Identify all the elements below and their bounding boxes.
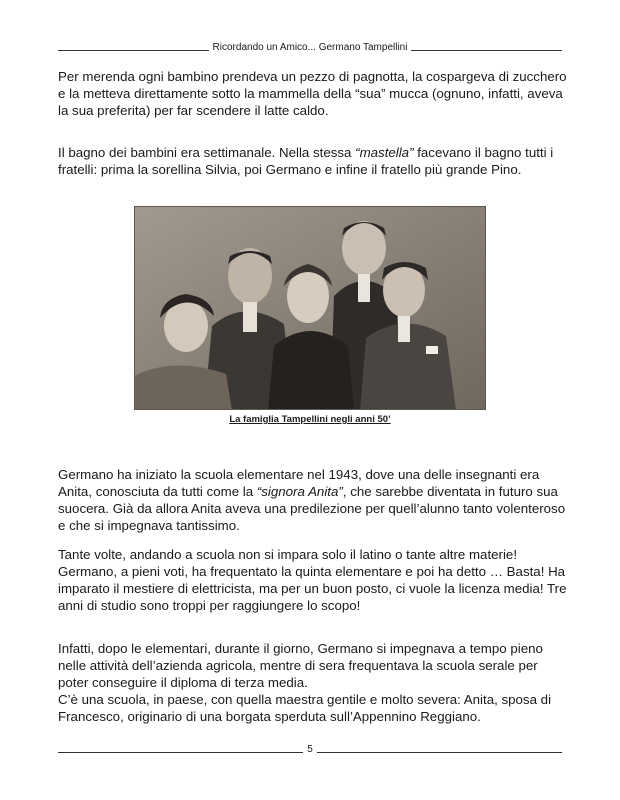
paragraph-licenza-media <box>58 546 568 614</box>
page-number: 5 <box>307 744 313 755</box>
paragraph-text: Infatti, dopo le elementari, durante il giorno, Germano si impegnava a tempo pieno nelle attività dell’azienda agricola, mentre di sera frequentava la scuola serale per poter conseguire il diploma di terza media. <box>58 641 543 690</box>
paragraph-bagno <box>58 144 568 178</box>
page-footer <box>58 744 562 755</box>
header-rule-left <box>58 50 209 51</box>
family-photo-image <box>134 206 486 410</box>
footer-rule-left <box>58 752 303 753</box>
paragraph-scuola-serale <box>58 640 568 725</box>
paragraph-scuola <box>58 466 568 534</box>
paragraph-text: C’è una scuola, in paese, con quella maestra gentile e molto severa: Anita, sposa di Francesco, originario di una borgata sperduta sull’Appennino Reggiano. <box>58 692 552 724</box>
family-photo <box>134 206 486 410</box>
emphasis-mastella: “mastella” <box>355 145 414 160</box>
header-rule-right <box>411 50 562 51</box>
text-run: facevano il bagno tutti i fratelli: prima la sorellina Silvia, poi Germano e infine il fratello più grande Pino. <box>58 145 554 177</box>
paragraph-text: Per merenda ogni bambino prendeva un pezzo di pagnotta, la cospargeva di zucchero e la metteva direttamente sotto la mammella della “sua” mucca (ognuno, infatti, aveva la sua preferita) per far scendere il latte caldo. <box>58 69 567 118</box>
text-run: , che sarebbe diventata in futuro sua suocera. Già da allora Anita aveva una predilezione per quell’alunno tanto volenteroso e che si impegnava tantissimo. <box>58 484 566 533</box>
header-title: Ricordando un Amico... Germano Tampellini <box>212 42 408 53</box>
text-run: Il bagno dei bambini era settimanale. Nella stessa <box>58 145 356 160</box>
page-header <box>58 42 562 53</box>
footer-rule-right <box>317 752 562 753</box>
paragraph-text <box>58 144 568 178</box>
photo-caption: La famiglia Tampellini negli anni 50’ <box>229 414 391 425</box>
paragraph-text: Tante volte, andando a scuola non si impara solo il latino o tante altre materie! Germano, a pieni voti, ha frequentato la quinta elementare e poi ha detto … Basta! Ha imparato il mestiere di elettricista, ma per un buon posto, ci vuole la licenza media! Tre anni di studio sono troppi per raggiungere lo scopo! <box>58 547 567 613</box>
emphasis-signora-anita: “signora Anita” <box>256 484 343 499</box>
text-run: Germano ha iniziato la scuola elementare nel 1943, dove una delle insegnanti era Anita, conosciuta da tutti come la <box>58 467 540 499</box>
paragraph-text <box>58 466 568 534</box>
paragraph-merenda <box>58 68 568 119</box>
